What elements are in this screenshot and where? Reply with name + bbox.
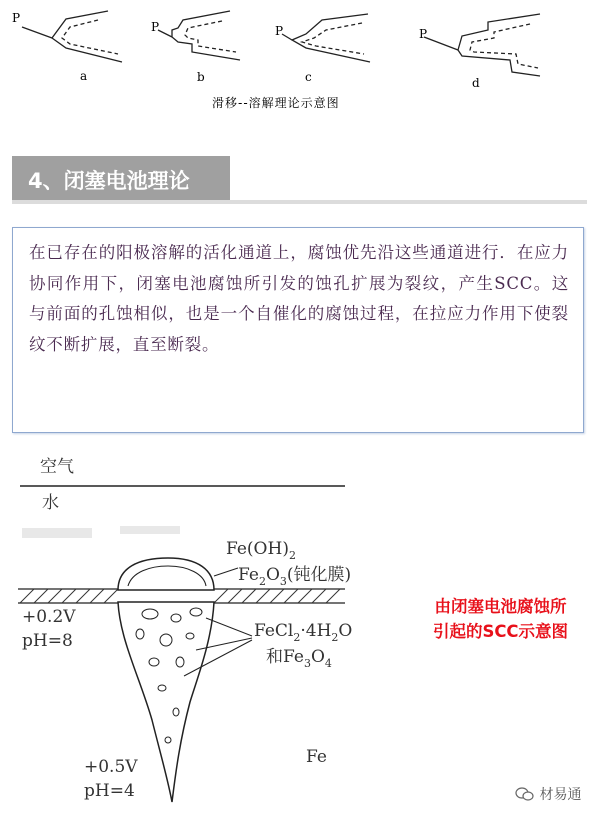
air-label: 空气 bbox=[40, 457, 74, 477]
slip-d-crack-outline bbox=[458, 14, 540, 76]
slip-b-load-line bbox=[158, 30, 172, 37]
wechat-icon bbox=[515, 787, 535, 801]
slip-d-load-line bbox=[424, 37, 458, 50]
slip-diagram-caption: 滑移--溶解理论示意图 bbox=[212, 96, 340, 110]
slip-d-panel-label: d bbox=[472, 76, 480, 90]
slip-b-crack-outline bbox=[172, 11, 240, 60]
slip-dissolution-diagrams bbox=[0, 0, 598, 130]
slip-d-point-label: P bbox=[419, 27, 428, 41]
slip-c-point-label: P bbox=[275, 24, 284, 38]
watermark bbox=[515, 784, 581, 804]
fe3o4-label: 和$Fe_3O_4$ bbox=[266, 647, 332, 670]
scc-diagram-caption bbox=[408, 594, 593, 644]
slip-panel-d bbox=[424, 14, 540, 76]
surface-hatching bbox=[20, 589, 340, 603]
surface-ph-label: pH=8 bbox=[22, 631, 73, 651]
scc-caption-line-2: 引起的SCC示意图 bbox=[432, 622, 569, 641]
section-divider bbox=[12, 200, 587, 204]
metal-fe-label: Fe bbox=[306, 747, 327, 767]
fe2o3-label: $Fe_2O_3$(钝化膜) bbox=[238, 565, 352, 588]
slip-a-point-label: P bbox=[12, 11, 21, 25]
explanation-box bbox=[12, 227, 584, 433]
tip-potential-label: +0.5V bbox=[84, 757, 138, 777]
fecl2-label: $FeCl_2\cdot 4H_2O$ bbox=[254, 621, 353, 644]
slip-a-crack-outline bbox=[52, 11, 122, 62]
surface-potential-label: +0.2V bbox=[22, 607, 76, 627]
tip-ph-label: pH=4 bbox=[84, 781, 135, 801]
explanation-text: 在已存在的阳极溶解的活化通道上，腐蚀优先沿这些通道进行．在应力协同作用下，闭塞电池腐蚀所引发的蚀孔扩展为裂纹，产生SCC。这与前面的孔蚀相似，也是一个自催化的腐蚀过程，在拉应力作用下使裂纹不断扩展，直至断裂。 bbox=[29, 243, 569, 354]
slip-panel-c bbox=[282, 14, 370, 62]
scc-caption-line-1: 由闭塞电池腐蚀所 bbox=[434, 597, 567, 616]
passive-film-cap bbox=[118, 558, 214, 590]
slip-a-panel-label: a bbox=[80, 69, 88, 83]
feoh2-label: $Fe(OH)_2$ bbox=[226, 539, 296, 562]
slip-c-crack-outline bbox=[292, 14, 370, 62]
slip-c-panel-label: c bbox=[305, 70, 312, 84]
section-title: 4、闭塞电池理论 bbox=[28, 169, 190, 193]
slip-d-crack-inner bbox=[470, 24, 538, 68]
slip-b-point-label: P bbox=[151, 20, 160, 34]
section-header bbox=[12, 156, 230, 200]
watermark-text: 材易通 bbox=[539, 787, 582, 803]
slip-c-load-line bbox=[282, 34, 292, 40]
slip-panel-b bbox=[158, 11, 240, 60]
slip-a-load-line bbox=[22, 27, 52, 38]
background-smudges bbox=[22, 526, 180, 538]
slip-b-panel-label: b bbox=[197, 70, 205, 84]
slip-panel-a bbox=[22, 11, 122, 62]
water-label: 水 bbox=[42, 493, 59, 513]
